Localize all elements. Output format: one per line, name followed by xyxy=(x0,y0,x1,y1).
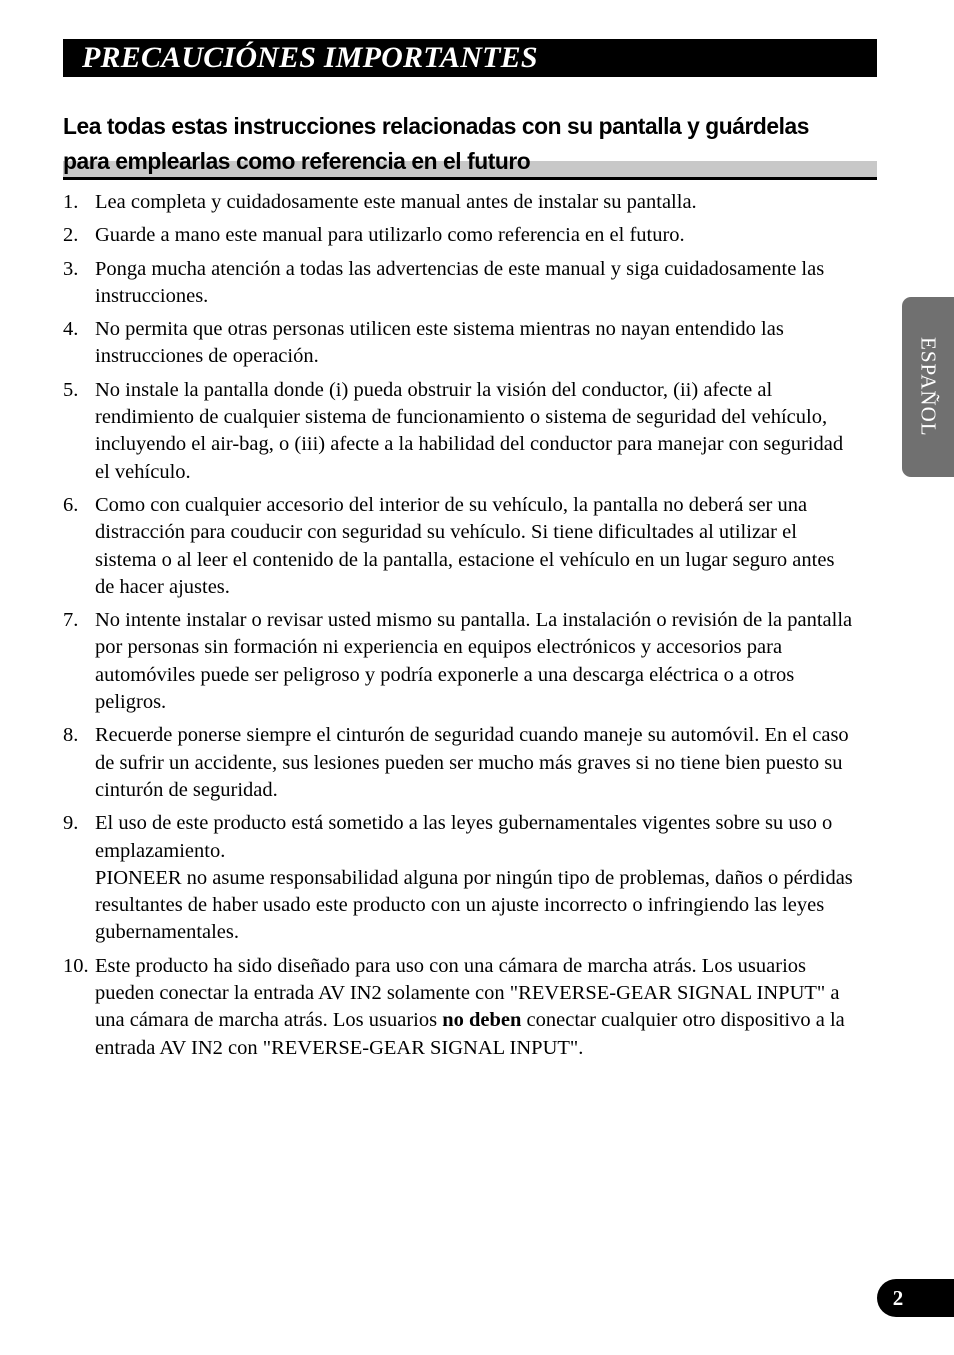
list-item xyxy=(63,189,853,216)
list-item xyxy=(63,492,853,601)
subheading: Lea todas estas instrucciones relacionadas con su pantalla y guárdelas para emplearlas como referencia en el futuro xyxy=(63,113,810,174)
list-item xyxy=(63,810,853,946)
item-number: 6. xyxy=(63,493,79,516)
list-item xyxy=(63,222,853,249)
item-text xyxy=(95,953,853,1062)
language-label: ESPAÑOL xyxy=(916,337,941,437)
item-text: No instale la pantalla donde (i) pueda obstruir la visión del conductor, (ii) afecte al rendimiento de cualquier sistema de funcionamiento o sistema de seguridad del vehículo, incluyendo el air-bag, o (iii) afecte a la habilidad del conductor para manejar con seguridad el vehículo. xyxy=(95,378,844,483)
item-text-part: Este producto ha sido diseñado para uso con una cámara de marcha atrás. Los usuarios pueden conectar la entrada AV IN2 solamente con "REVERSE-GEAR SIGNAL INPUT" a una cámara de marcha atrás. Los usuarios xyxy=(95,954,840,1032)
item-number: 3. xyxy=(63,257,79,280)
item-text: No permita que otras personas utilicen este sistema mientras no nayan entendido las instrucciones de operación. xyxy=(95,318,784,368)
page-number-tab xyxy=(877,1279,954,1317)
item-number: 7. xyxy=(63,609,79,632)
item-text: Recuerde ponerse siempre el cinturón de seguridad cuando maneje su automóvil. En el caso de sufrir un accidente, sus lesiones pueden ser mucho más graves si no tiene bien puesto su cinturón de seguridad. xyxy=(95,724,849,801)
item-text: Lea completa y cuidadosamente este manual antes de instalar su pantalla. xyxy=(95,191,697,213)
language-tab xyxy=(902,297,954,477)
list-item xyxy=(63,722,853,804)
list-item xyxy=(63,607,853,716)
precautions-list xyxy=(63,189,853,1068)
item-text-continued: PIONEER no asume responsabilidad alguna por ningún tipo de problemas, daños o pérdidas resultantes de haber usado este producto con un ajuste incorrecto o infringiendo las leyes gubernamentales. xyxy=(95,866,853,944)
item-text: Como con cualquier accesorio del interior de su vehículo, la pantalla no deberá ser una distracción para couducir con seguridad su vehículo. Si tiene dificultades al utilizar el sistema o al leer el contenido de la pantalla, estacione el vehículo en un lugar seguro antes de hacer ajustes. xyxy=(95,493,835,598)
item-text: Ponga mucha atención a todas las advertencias de este manual y siga cuidadosamente las instrucciones. xyxy=(95,257,825,307)
item-number: 1. xyxy=(63,191,79,213)
item-number: 4. xyxy=(63,318,79,341)
list-item xyxy=(63,256,853,311)
list-item xyxy=(63,953,853,1062)
item-number: 8. xyxy=(63,724,79,747)
item-number: 5. xyxy=(63,378,79,401)
list-item xyxy=(63,377,853,486)
list-item xyxy=(63,316,853,371)
item-number: 9. xyxy=(63,812,79,835)
emphasis-text: no deben xyxy=(442,1009,522,1032)
item-text: El uso de este producto está sometido a las leyes gubernamentales vigentes sobre su uso o emplazamiento. xyxy=(95,812,833,862)
section-title-bar xyxy=(63,39,877,77)
item-text-part: conectar cualquier otro dispositivo a la entrada AV IN2 con "REVERSE-GEAR SIGNAL INPUT". xyxy=(95,1009,845,1059)
item-text: Guarde a mano este manual para utilizarlo como referencia en el futuro. xyxy=(95,224,685,247)
item-number: 2. xyxy=(63,224,79,247)
item-number: 10. xyxy=(63,954,89,977)
page-title: PRECAUCIÓNES IMPORTANTES xyxy=(82,41,538,74)
page-number: 2 xyxy=(892,1286,904,1310)
item-text: No intente instalar o revisar usted mismo su pantalla. La instalación o revisión de la pantalla por personas sin formación ni experiencia en equipos electrónicos y accesorios para automóviles puede ser peligroso y podría exponerle a una descarga eléctrica o a otros peligros. xyxy=(95,609,853,714)
